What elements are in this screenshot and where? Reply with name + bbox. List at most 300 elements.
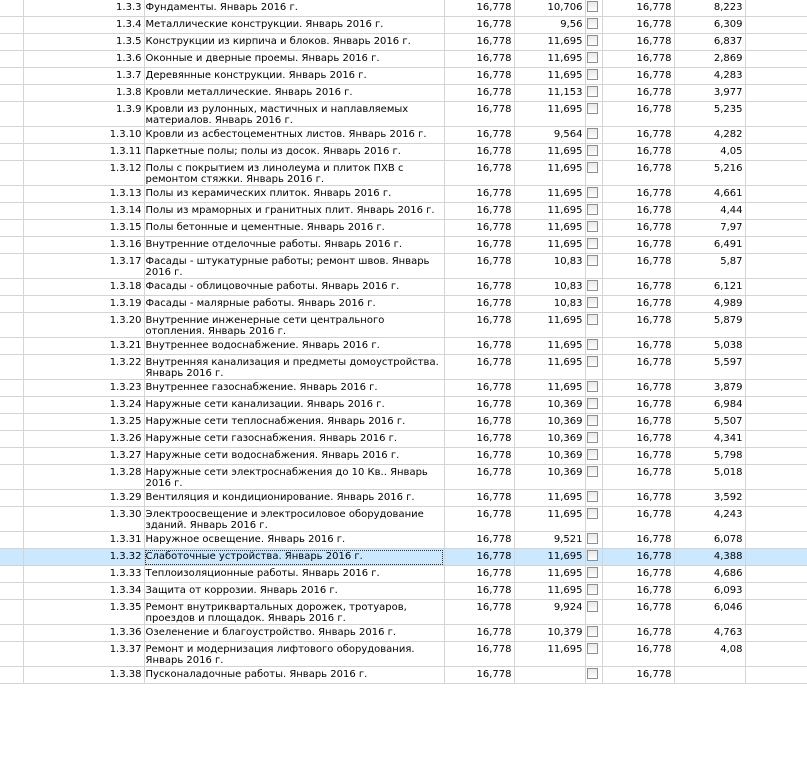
value3-cell[interactable]: 16,778 [602, 254, 674, 279]
name-cell[interactable]: Ремонт внутриквартальных дорожек, тротуаров, проездов и площадок. Январь 2016 г. [144, 600, 444, 625]
empty-cell[interactable] [745, 161, 807, 186]
empty-cell[interactable] [745, 532, 807, 549]
table-row[interactable] [0, 254, 807, 279]
value3-cell[interactable]: 16,778 [602, 68, 674, 85]
row-checkbox[interactable] [587, 221, 598, 232]
value1-cell[interactable]: 16,778 [444, 237, 514, 254]
value2-cell[interactable]: 11,695 [514, 161, 585, 186]
value3-cell[interactable]: 16,778 [602, 102, 674, 127]
name-cell[interactable]: Внутренняя канализация и предметы домоустройства. Январь 2016 г. [144, 355, 444, 380]
value4-cell[interactable]: 5,87 [674, 254, 745, 279]
value1-cell[interactable]: 16,778 [444, 338, 514, 355]
table-row[interactable] [0, 380, 807, 397]
value3-cell[interactable]: 16,778 [602, 642, 674, 667]
name-cell[interactable]: Наружные сети водоснабжения. Январь 2016 г. [144, 448, 444, 465]
value2-cell[interactable]: 11,695 [514, 380, 585, 397]
table-row[interactable] [0, 397, 807, 414]
row-indicator-cell[interactable] [0, 465, 23, 490]
value2-cell[interactable]: 10,369 [514, 465, 585, 490]
empty-cell[interactable] [745, 186, 807, 203]
value1-cell[interactable]: 16,778 [444, 355, 514, 380]
table-row[interactable] [0, 600, 807, 625]
table-row[interactable] [0, 68, 807, 85]
table-row[interactable] [0, 338, 807, 355]
name-cell[interactable]: Наружные сети канализации. Январь 2016 г. [144, 397, 444, 414]
empty-cell[interactable] [745, 583, 807, 600]
empty-cell[interactable] [745, 68, 807, 85]
name-cell[interactable]: Слаботочные устройства. Январь 2016 г. [144, 549, 444, 566]
name-cell[interactable]: Фасады - малярные работы. Январь 2016 г. [144, 296, 444, 313]
value1-cell[interactable]: 16,778 [444, 549, 514, 566]
table-row[interactable] [0, 279, 807, 296]
table-row[interactable] [0, 490, 807, 507]
name-cell[interactable]: Пусконаладочные работы. Январь 2016 г. [144, 667, 444, 684]
value3-cell[interactable]: 16,778 [602, 625, 674, 642]
row-checkbox[interactable] [587, 508, 598, 519]
value3-cell[interactable]: 16,778 [602, 667, 674, 684]
row-checkbox[interactable] [587, 86, 598, 97]
empty-cell[interactable] [745, 144, 807, 161]
row-checkbox[interactable] [587, 18, 598, 29]
empty-cell[interactable] [745, 296, 807, 313]
value1-cell[interactable]: 16,778 [444, 17, 514, 34]
table-row[interactable] [0, 220, 807, 237]
name-cell[interactable]: Оконные и дверные проемы. Январь 2016 г. [144, 51, 444, 68]
row-indicator-cell[interactable] [0, 431, 23, 448]
row-checkbox[interactable] [587, 449, 598, 460]
code-cell[interactable]: 1.3.5 [23, 34, 144, 51]
code-cell[interactable]: 1.3.6 [23, 51, 144, 68]
code-cell[interactable]: 1.3.21 [23, 338, 144, 355]
value4-cell[interactable]: 4,282 [674, 127, 745, 144]
name-cell[interactable]: Ремонт и модернизация лифтового оборудования. Январь 2016 г. [144, 642, 444, 667]
name-cell[interactable]: Наружные сети газоснабжения. Январь 2016 г. [144, 431, 444, 448]
name-cell[interactable]: Внутренние отделочные работы. Январь 2016 г. [144, 237, 444, 254]
table-row[interactable] [0, 0, 807, 17]
value1-cell[interactable]: 16,778 [444, 186, 514, 203]
value3-cell[interactable]: 16,778 [602, 296, 674, 313]
empty-cell[interactable] [745, 397, 807, 414]
name-cell[interactable]: Вентиляция и кондиционирование. Январь 2016 г. [144, 490, 444, 507]
row-checkbox[interactable] [587, 491, 598, 502]
row-indicator-cell[interactable] [0, 0, 23, 17]
value4-cell[interactable]: 4,283 [674, 68, 745, 85]
empty-cell[interactable] [745, 414, 807, 431]
row-indicator-cell[interactable] [0, 380, 23, 397]
row-indicator-cell[interactable] [0, 68, 23, 85]
value1-cell[interactable]: 16,778 [444, 397, 514, 414]
row-indicator-cell[interactable] [0, 203, 23, 220]
value1-cell[interactable]: 16,778 [444, 102, 514, 127]
code-cell[interactable]: 1.3.4 [23, 17, 144, 34]
value2-cell[interactable]: 11,695 [514, 203, 585, 220]
value3-cell[interactable]: 16,778 [602, 237, 674, 254]
row-checkbox[interactable] [587, 52, 598, 63]
name-cell[interactable]: Фасады - штукатурные работы; ремонт швов. Январь 2016 г. [144, 254, 444, 279]
value3-cell[interactable]: 16,778 [602, 583, 674, 600]
value3-cell[interactable]: 16,778 [602, 380, 674, 397]
value4-cell[interactable]: 4,686 [674, 566, 745, 583]
name-cell[interactable]: Металлические конструкции. Январь 2016 г. [144, 17, 444, 34]
empty-cell[interactable] [745, 51, 807, 68]
value1-cell[interactable]: 16,778 [444, 465, 514, 490]
empty-cell[interactable] [745, 490, 807, 507]
row-checkbox[interactable] [587, 204, 598, 215]
value1-cell[interactable]: 16,778 [444, 414, 514, 431]
value4-cell[interactable]: 5,597 [674, 355, 745, 380]
row-checkbox[interactable] [587, 128, 598, 139]
table-row[interactable] [0, 549, 807, 566]
value2-cell[interactable] [514, 667, 585, 684]
value4-cell[interactable]: 6,121 [674, 279, 745, 296]
code-cell[interactable]: 1.3.12 [23, 161, 144, 186]
name-cell[interactable]: Теплоизоляционные работы. Январь 2016 г. [144, 566, 444, 583]
row-indicator-cell[interactable] [0, 583, 23, 600]
row-indicator-cell[interactable] [0, 127, 23, 144]
value4-cell[interactable]: 4,08 [674, 642, 745, 667]
row-indicator-cell[interactable] [0, 220, 23, 237]
table-row[interactable] [0, 51, 807, 68]
value4-cell[interactable]: 3,977 [674, 85, 745, 102]
value1-cell[interactable]: 16,778 [444, 68, 514, 85]
value4-cell[interactable]: 5,216 [674, 161, 745, 186]
value3-cell[interactable]: 16,778 [602, 203, 674, 220]
value4-cell[interactable]: 5,018 [674, 465, 745, 490]
value1-cell[interactable]: 16,778 [444, 642, 514, 667]
value4-cell[interactable]: 6,984 [674, 397, 745, 414]
row-checkbox[interactable] [587, 35, 598, 46]
row-indicator-cell[interactable] [0, 279, 23, 296]
table-row[interactable] [0, 17, 807, 34]
value4-cell[interactable]: 5,507 [674, 414, 745, 431]
row-checkbox[interactable] [587, 162, 598, 173]
empty-cell[interactable] [745, 220, 807, 237]
value4-cell[interactable] [674, 667, 745, 684]
name-cell[interactable]: Кровли металлические. Январь 2016 г. [144, 85, 444, 102]
code-cell[interactable]: 1.3.27 [23, 448, 144, 465]
value1-cell[interactable]: 16,778 [444, 144, 514, 161]
name-cell[interactable]: Наружные сети теплоснабжения. Январь 2016 г. [144, 414, 444, 431]
value3-cell[interactable]: 16,778 [602, 431, 674, 448]
name-cell[interactable]: Полы из мраморных и гранитных плит. Январь 2016 г. [144, 203, 444, 220]
value1-cell[interactable]: 16,778 [444, 220, 514, 237]
name-cell[interactable]: Полы бетонные и цементные. Январь 2016 г. [144, 220, 444, 237]
row-indicator-cell[interactable] [0, 532, 23, 549]
row-checkbox[interactable] [587, 381, 598, 392]
row-indicator-cell[interactable] [0, 549, 23, 566]
row-checkbox[interactable] [587, 103, 598, 114]
row-indicator-cell[interactable] [0, 17, 23, 34]
row-checkbox[interactable] [587, 550, 598, 561]
code-cell[interactable]: 1.3.19 [23, 296, 144, 313]
value3-cell[interactable]: 16,778 [602, 17, 674, 34]
value2-cell[interactable]: 11,695 [514, 642, 585, 667]
value3-cell[interactable]: 16,778 [602, 85, 674, 102]
table-row[interactable] [0, 414, 807, 431]
code-cell[interactable]: 1.3.28 [23, 465, 144, 490]
value3-cell[interactable]: 16,778 [602, 355, 674, 380]
row-checkbox[interactable] [587, 668, 598, 679]
row-indicator-cell[interactable] [0, 414, 23, 431]
empty-cell[interactable] [745, 203, 807, 220]
code-cell[interactable]: 1.3.31 [23, 532, 144, 549]
value2-cell[interactable]: 10,369 [514, 397, 585, 414]
value3-cell[interactable]: 16,778 [602, 144, 674, 161]
row-indicator-cell[interactable] [0, 490, 23, 507]
code-cell[interactable]: 1.3.35 [23, 600, 144, 625]
row-checkbox[interactable] [587, 238, 598, 249]
row-indicator-cell[interactable] [0, 254, 23, 279]
value2-cell[interactable]: 9,564 [514, 127, 585, 144]
table-row[interactable] [0, 144, 807, 161]
empty-cell[interactable] [745, 355, 807, 380]
value1-cell[interactable]: 16,778 [444, 85, 514, 102]
row-checkbox[interactable] [587, 567, 598, 578]
value2-cell[interactable]: 11,695 [514, 338, 585, 355]
value3-cell[interactable]: 16,778 [602, 313, 674, 338]
empty-cell[interactable] [745, 17, 807, 34]
code-cell[interactable]: 1.3.18 [23, 279, 144, 296]
code-cell[interactable]: 1.3.23 [23, 380, 144, 397]
value1-cell[interactable]: 16,778 [444, 34, 514, 51]
value1-cell[interactable]: 16,778 [444, 431, 514, 448]
empty-cell[interactable] [745, 85, 807, 102]
value4-cell[interactable]: 5,798 [674, 448, 745, 465]
value1-cell[interactable]: 16,778 [444, 51, 514, 68]
table-row[interactable] [0, 34, 807, 51]
table-row[interactable] [0, 465, 807, 490]
row-checkbox[interactable] [587, 255, 598, 266]
name-cell[interactable]: Кровли из рулонных, мастичных и наплавляемых материалов. Январь 2016 г. [144, 102, 444, 127]
code-cell[interactable]: 1.3.13 [23, 186, 144, 203]
value4-cell[interactable]: 3,879 [674, 380, 745, 397]
row-indicator-cell[interactable] [0, 397, 23, 414]
value1-cell[interactable]: 16,778 [444, 254, 514, 279]
row-checkbox[interactable] [587, 398, 598, 409]
value2-cell[interactable]: 10,369 [514, 431, 585, 448]
code-cell[interactable]: 1.3.10 [23, 127, 144, 144]
row-checkbox[interactable] [587, 339, 598, 350]
code-cell[interactable]: 1.3.20 [23, 313, 144, 338]
name-cell[interactable]: Деревянные конструкции. Январь 2016 г. [144, 68, 444, 85]
name-cell[interactable]: Паркетные полы; полы из досок. Январь 2016 г. [144, 144, 444, 161]
value2-cell[interactable]: 10,83 [514, 279, 585, 296]
value2-cell[interactable]: 10,83 [514, 254, 585, 279]
code-cell[interactable]: 1.3.36 [23, 625, 144, 642]
value2-cell[interactable]: 11,695 [514, 313, 585, 338]
row-indicator-cell[interactable] [0, 144, 23, 161]
row-checkbox[interactable] [587, 466, 598, 477]
value3-cell[interactable]: 16,778 [602, 600, 674, 625]
value1-cell[interactable]: 16,778 [444, 600, 514, 625]
name-cell[interactable]: Внутреннее газоснабжение. Январь 2016 г. [144, 380, 444, 397]
name-cell[interactable]: Защита от коррозии. Январь 2016 г. [144, 583, 444, 600]
code-cell[interactable]: 1.3.7 [23, 68, 144, 85]
row-checkbox[interactable] [587, 584, 598, 595]
row-indicator-cell[interactable] [0, 296, 23, 313]
code-cell[interactable]: 1.3.22 [23, 355, 144, 380]
value3-cell[interactable]: 16,778 [602, 414, 674, 431]
name-cell[interactable]: Полы с покрытием из линолеума и плиток ПХВ с ремонтом стяжки. Январь 2016 г. [144, 161, 444, 186]
value1-cell[interactable]: 16,778 [444, 279, 514, 296]
value2-cell[interactable]: 10,369 [514, 448, 585, 465]
value2-cell[interactable]: 11,695 [514, 583, 585, 600]
row-checkbox[interactable] [587, 69, 598, 80]
code-cell[interactable]: 1.3.9 [23, 102, 144, 127]
row-indicator-cell[interactable] [0, 237, 23, 254]
value2-cell[interactable]: 11,695 [514, 102, 585, 127]
empty-cell[interactable] [745, 448, 807, 465]
name-cell[interactable]: Наружное освещение. Январь 2016 г. [144, 532, 444, 549]
value3-cell[interactable]: 16,778 [602, 186, 674, 203]
value4-cell[interactable]: 3,592 [674, 490, 745, 507]
empty-cell[interactable] [745, 102, 807, 127]
value1-cell[interactable]: 16,778 [444, 490, 514, 507]
name-cell[interactable]: Конструкции из кирпича и блоков. Январь 2016 г. [144, 34, 444, 51]
table-row[interactable] [0, 532, 807, 549]
table-row[interactable] [0, 237, 807, 254]
value2-cell[interactable]: 10,706 [514, 0, 585, 17]
table-row[interactable] [0, 642, 807, 667]
value4-cell[interactable]: 4,44 [674, 203, 745, 220]
value3-cell[interactable]: 16,778 [602, 279, 674, 296]
row-indicator-cell[interactable] [0, 600, 23, 625]
empty-cell[interactable] [745, 380, 807, 397]
row-indicator-cell[interactable] [0, 34, 23, 51]
value2-cell[interactable]: 11,695 [514, 549, 585, 566]
code-cell[interactable]: 1.3.3 [23, 0, 144, 17]
table-row[interactable] [0, 186, 807, 203]
empty-cell[interactable] [745, 279, 807, 296]
value4-cell[interactable]: 5,235 [674, 102, 745, 127]
row-indicator-cell[interactable] [0, 186, 23, 203]
value4-cell[interactable]: 4,763 [674, 625, 745, 642]
value2-cell[interactable]: 10,369 [514, 414, 585, 431]
value1-cell[interactable]: 16,778 [444, 507, 514, 532]
value1-cell[interactable]: 16,778 [444, 380, 514, 397]
row-indicator-cell[interactable] [0, 355, 23, 380]
value1-cell[interactable]: 16,778 [444, 161, 514, 186]
row-checkbox[interactable] [587, 297, 598, 308]
name-cell[interactable]: Фундаменты. Январь 2016 г. [144, 0, 444, 17]
empty-cell[interactable] [745, 254, 807, 279]
value3-cell[interactable]: 16,778 [602, 465, 674, 490]
code-cell[interactable]: 1.3.26 [23, 431, 144, 448]
value3-cell[interactable]: 16,778 [602, 532, 674, 549]
value1-cell[interactable]: 16,778 [444, 448, 514, 465]
value4-cell[interactable]: 6,491 [674, 237, 745, 254]
table-row[interactable] [0, 507, 807, 532]
row-checkbox[interactable] [587, 533, 598, 544]
name-cell[interactable]: Электроосвещение и электросиловое оборудование зданий. Январь 2016 г. [144, 507, 444, 532]
value1-cell[interactable]: 16,778 [444, 625, 514, 642]
row-checkbox[interactable] [587, 280, 598, 291]
value4-cell[interactable]: 6,093 [674, 583, 745, 600]
value2-cell[interactable]: 11,695 [514, 68, 585, 85]
value1-cell[interactable]: 16,778 [444, 583, 514, 600]
value4-cell[interactable]: 8,223 [674, 0, 745, 17]
value1-cell[interactable]: 16,778 [444, 532, 514, 549]
value1-cell[interactable]: 16,778 [444, 667, 514, 684]
table-row[interactable] [0, 667, 807, 684]
empty-cell[interactable] [745, 642, 807, 667]
name-cell[interactable]: Фасады - облицовочные работы. Январь 2016 г. [144, 279, 444, 296]
row-checkbox[interactable] [587, 1, 598, 12]
value2-cell[interactable]: 11,695 [514, 51, 585, 68]
value3-cell[interactable]: 16,778 [602, 549, 674, 566]
code-cell[interactable]: 1.3.32 [23, 549, 144, 566]
table-row[interactable] [0, 566, 807, 583]
empty-cell[interactable] [745, 237, 807, 254]
row-indicator-cell[interactable] [0, 625, 23, 642]
table-row[interactable] [0, 313, 807, 338]
code-cell[interactable]: 1.3.33 [23, 566, 144, 583]
code-cell[interactable]: 1.3.17 [23, 254, 144, 279]
code-cell[interactable]: 1.3.24 [23, 397, 144, 414]
row-indicator-cell[interactable] [0, 338, 23, 355]
row-checkbox[interactable] [587, 626, 598, 637]
value2-cell[interactable]: 10,83 [514, 296, 585, 313]
value3-cell[interactable]: 16,778 [602, 34, 674, 51]
value3-cell[interactable]: 16,778 [602, 0, 674, 17]
value2-cell[interactable]: 10,379 [514, 625, 585, 642]
row-indicator-cell[interactable] [0, 51, 23, 68]
value2-cell[interactable]: 11,695 [514, 34, 585, 51]
value3-cell[interactable]: 16,778 [602, 397, 674, 414]
value2-cell[interactable]: 11,695 [514, 186, 585, 203]
table-row[interactable] [0, 203, 807, 220]
value3-cell[interactable]: 16,778 [602, 490, 674, 507]
row-indicator-cell[interactable] [0, 507, 23, 532]
code-cell[interactable]: 1.3.29 [23, 490, 144, 507]
value3-cell[interactable]: 16,778 [602, 127, 674, 144]
empty-cell[interactable] [745, 313, 807, 338]
empty-cell[interactable] [745, 465, 807, 490]
table-row[interactable] [0, 448, 807, 465]
row-indicator-cell[interactable] [0, 102, 23, 127]
code-cell[interactable]: 1.3.14 [23, 203, 144, 220]
value4-cell[interactable]: 4,243 [674, 507, 745, 532]
value1-cell[interactable]: 16,778 [444, 296, 514, 313]
value2-cell[interactable]: 11,695 [514, 220, 585, 237]
name-cell[interactable]: Внутреннее водоснабжение. Январь 2016 г. [144, 338, 444, 355]
name-cell[interactable]: Кровли из асбестоцементных листов. Январь 2016 г. [144, 127, 444, 144]
value4-cell[interactable]: 4,341 [674, 431, 745, 448]
code-cell[interactable]: 1.3.11 [23, 144, 144, 161]
table-row[interactable] [0, 85, 807, 102]
empty-cell[interactable] [745, 127, 807, 144]
value2-cell[interactable]: 9,56 [514, 17, 585, 34]
value2-cell[interactable]: 9,521 [514, 532, 585, 549]
row-indicator-cell[interactable] [0, 161, 23, 186]
value4-cell[interactable]: 2,869 [674, 51, 745, 68]
row-indicator-cell[interactable] [0, 313, 23, 338]
value1-cell[interactable]: 16,778 [444, 313, 514, 338]
name-cell[interactable]: Внутренние инженерные сети центрального отопления. Январь 2016 г. [144, 313, 444, 338]
empty-cell[interactable] [745, 338, 807, 355]
empty-cell[interactable] [745, 431, 807, 448]
value4-cell[interactable]: 4,661 [674, 186, 745, 203]
table-row[interactable] [0, 583, 807, 600]
row-checkbox[interactable] [587, 314, 598, 325]
value3-cell[interactable]: 16,778 [602, 507, 674, 532]
code-cell[interactable]: 1.3.25 [23, 414, 144, 431]
value3-cell[interactable]: 16,778 [602, 161, 674, 186]
table-row[interactable] [0, 355, 807, 380]
value4-cell[interactable]: 5,879 [674, 313, 745, 338]
empty-cell[interactable] [745, 600, 807, 625]
value1-cell[interactable]: 16,778 [444, 127, 514, 144]
